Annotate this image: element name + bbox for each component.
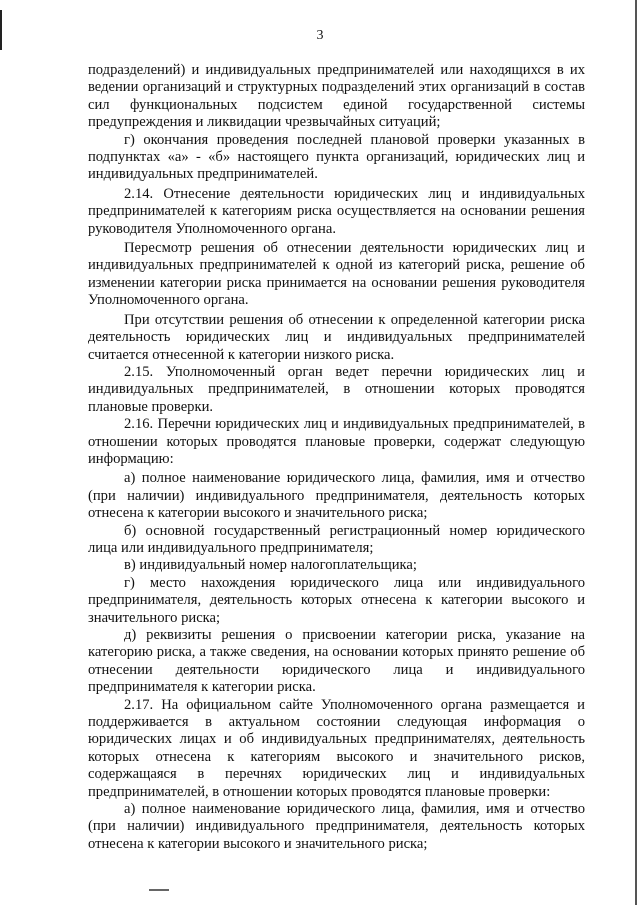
- scan-edge-right: [635, 0, 637, 905]
- paragraph-2-17: 2.17. На официальном сайте Уполномоченного органа размещается и поддерживается в актуальном состоянии следующая информация о юридических лицах и об индивидуальных предпринимателях, деятельность которых отнесена к категориям высокого и значительного рисков, содержащаяся в перечнях юридических лиц и индивидуальных предпринимателей, в отношении которых проводятся плановые проверки:: [88, 696, 585, 800]
- document-body: [88, 62, 585, 853]
- paragraph-revision: Пересмотр решения об отнесении деятельности юридических лиц и индивидуальных предпринимателей к одной из категорий риска, решение об изменении категории риска принимается на основании решения руководителя Уполномоченного органа.: [88, 240, 585, 309]
- paragraph-continuation: подразделений) и индивидуальных предпринимателей или находящихся в их ведении организаций и структурных подразделений этих организаций в состав сил функциональных подсистем единой государственной системы предупреждения и ликвидации чрезвычайных ситуаций;: [88, 62, 585, 131]
- scan-mark: [148, 885, 170, 896]
- list-item-a-2: а) полное наименование юридического лица, фамилия, имя и отчество (при наличии) индивидуального предпринимателя, деятельность которых отнесена к категории высокого и значительного риска;: [88, 801, 585, 852]
- list-item-b: б) основной государственный регистрационный номер юридического лица или индивидуального предпринимателя;: [88, 522, 585, 556]
- list-item-a: а) полное наименование юридического лица, фамилия, имя и отчество (при наличии) индивидуального предпринимателя, деятельность которых отнесена к категории высокого и значительного риска;: [88, 470, 585, 522]
- list-item-v: в) индивидуальный номер налогоплательщика;: [124, 557, 417, 574]
- list-item-g: г) место нахождения юридического лица или индивидуального предпринимателя, деятельность которых отнесена к категории высокого и значительного риска;: [88, 574, 585, 626]
- paragraph-2-15: 2.15. Уполномоченный орган ведет перечни юридических лиц и индивидуальных предпринимателей, в отношении которых проводятся плановые проверки.: [88, 363, 585, 415]
- paragraph-2-14: 2.14. Отнесение деятельности юридических лиц и индивидуальных предпринимателей к категориям риска осуществляется на основании решения руководителя Уполномоченного органа.: [88, 185, 585, 237]
- paragraph-item-g: г) окончания проведения последней плановой проверки указанных в подпунктах «а» - «б» настоящего пункта организаций, юридических лиц и индивидуальных предпринимателей.: [88, 131, 585, 183]
- page-number: 3: [316, 28, 324, 43]
- paragraph-2-16: 2.16. Перечни юридических лиц и индивидуальных предпринимателей, в отношении которых проводятся плановые проверки, содержат следующую информацию:: [88, 416, 585, 467]
- list-item-d: д) реквизиты решения о присвоении категории риска, указание на категорию риска, а также сведения, на основании которых принято решение об отнесении деятельности юридического лица и индивидуального предпринимателя к категории риска.: [88, 627, 585, 696]
- paragraph-low-risk: При отсутствии решения об отнесении к определенной категории риска деятельность юридических лиц и индивидуальных предпринимателей считается отнесенной к категории низкого риска.: [88, 311, 585, 363]
